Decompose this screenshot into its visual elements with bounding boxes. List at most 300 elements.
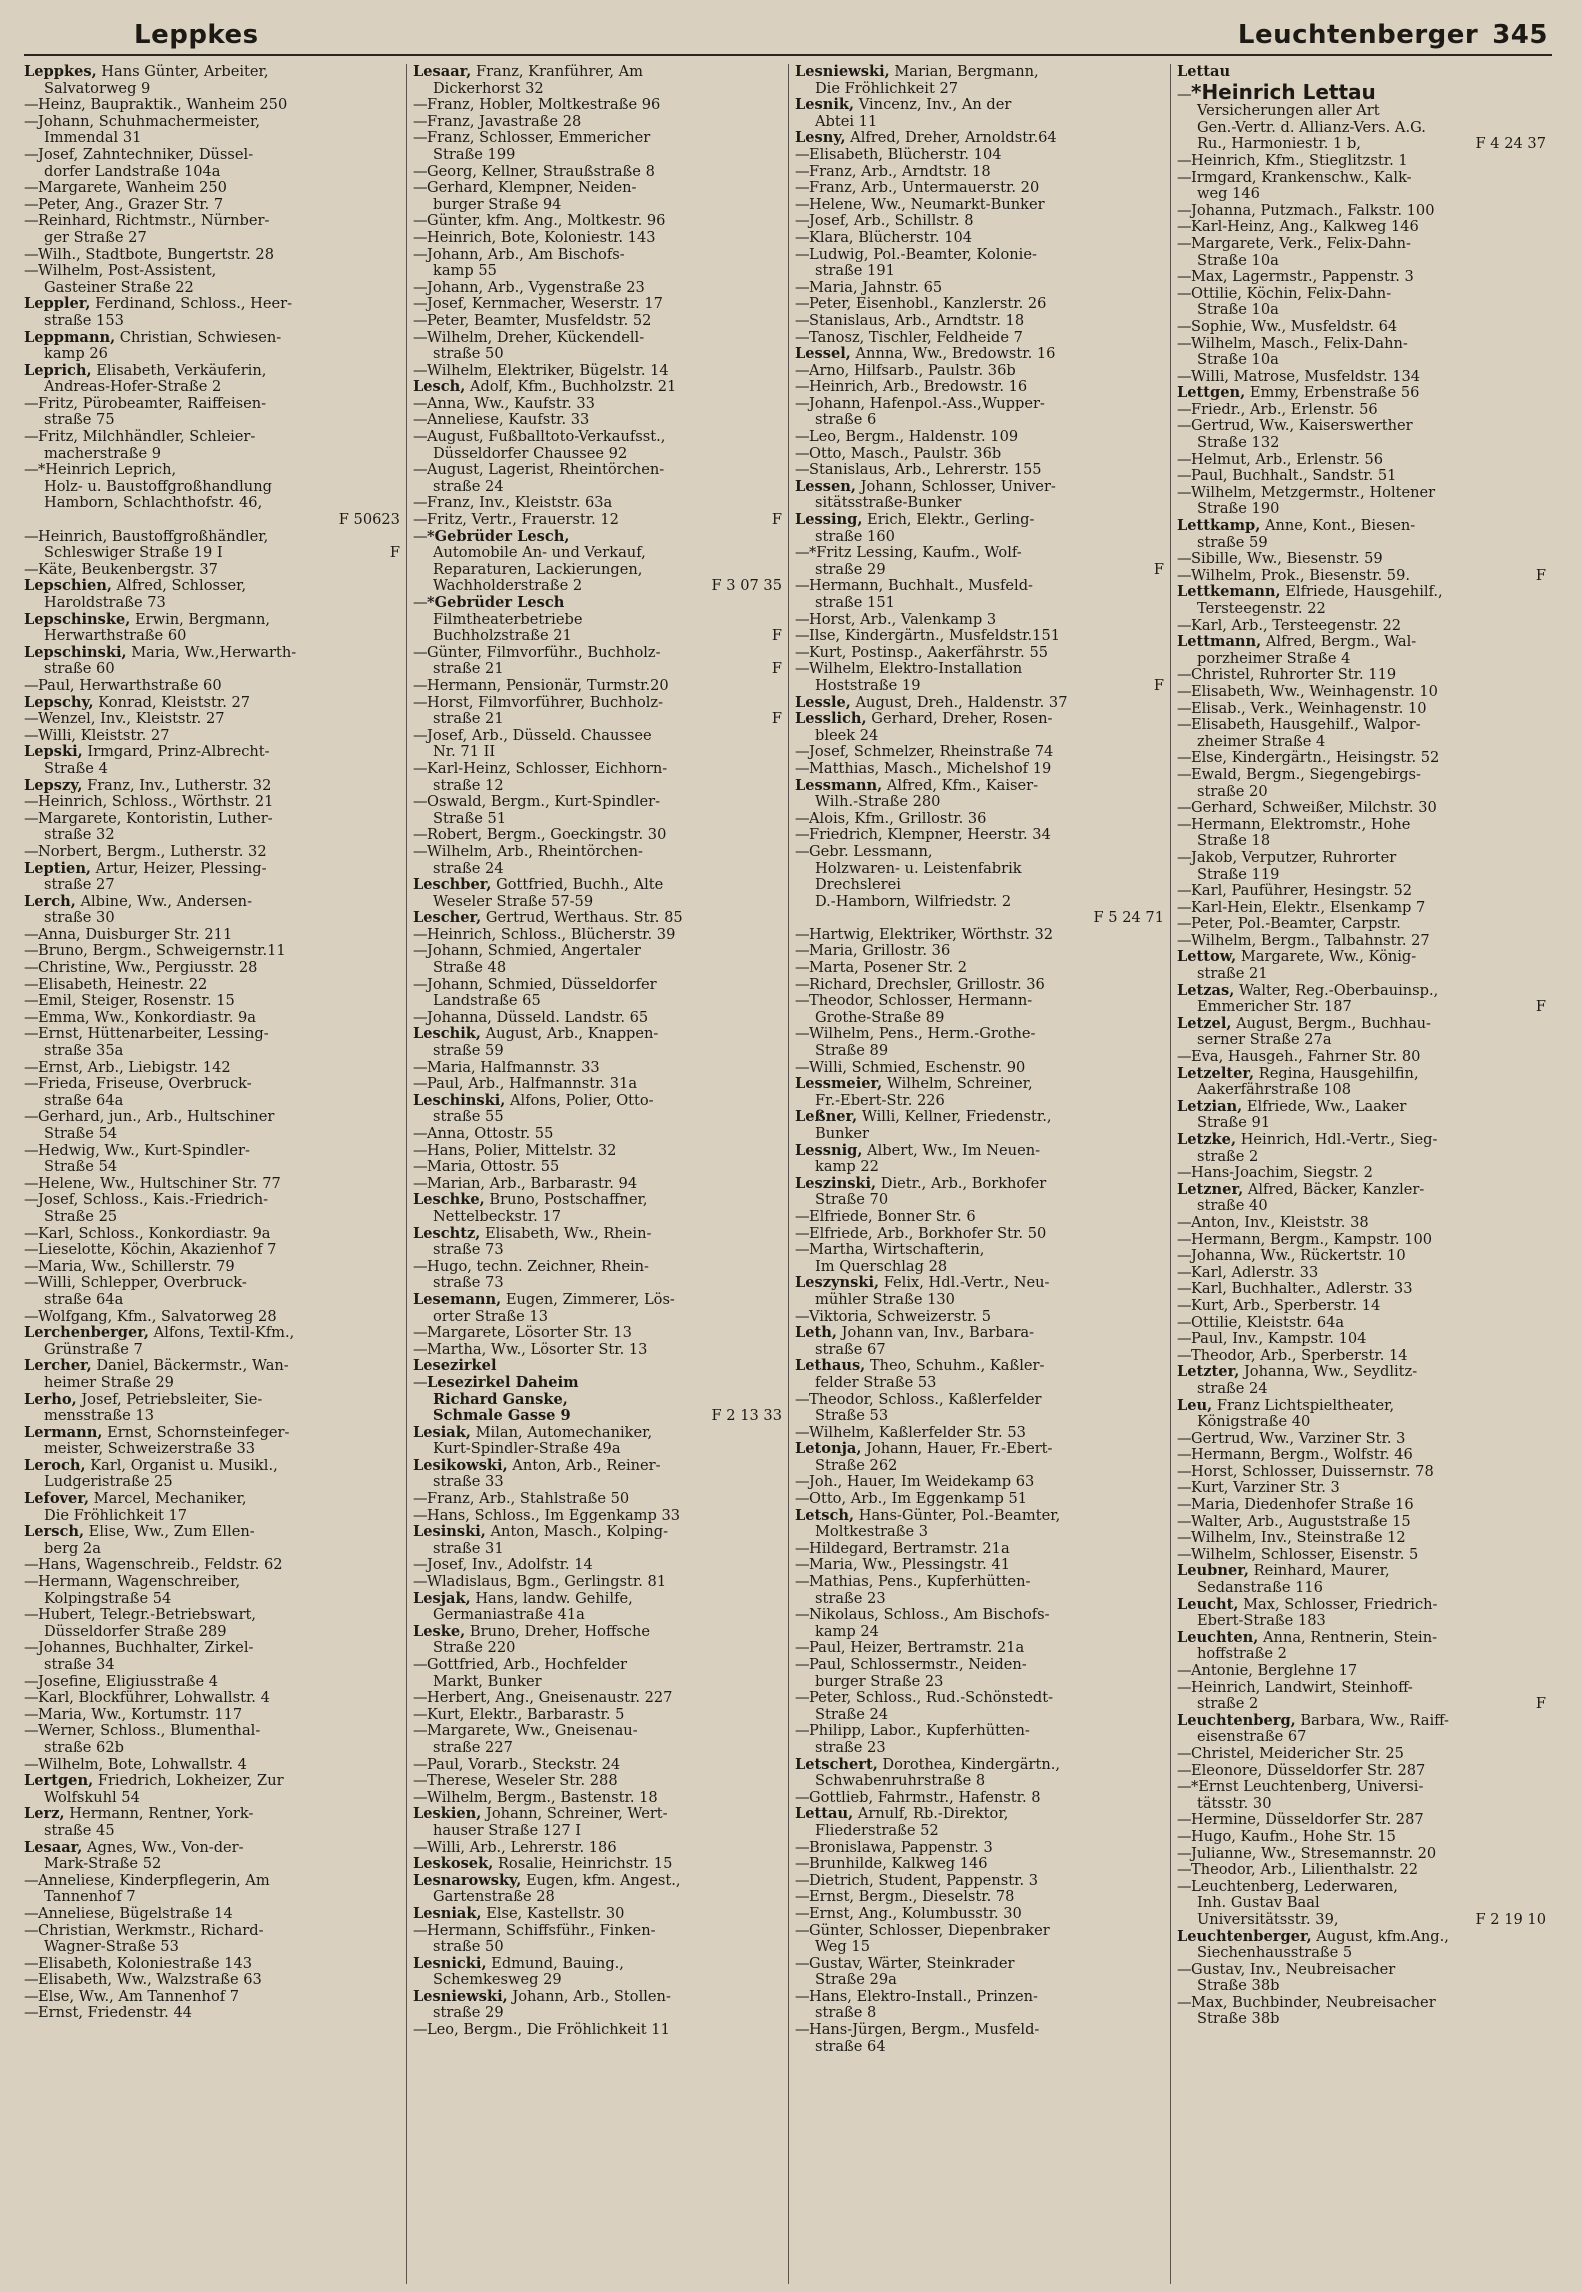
- entry-text: [815, 877, 901, 894]
- entry-detail: Ottilie, Köchin, Felix-Dahn-: [1190, 284, 1392, 302]
- entry-detail: straße 62b: [44, 1738, 124, 1756]
- entry-surname-line: [413, 1873, 782, 1890]
- entry-surname-line: [1177, 983, 1546, 1000]
- entry-text: [433, 811, 506, 828]
- entry-detail: Anneliese, Kaufstr. 33: [426, 411, 590, 429]
- entry-detail: Paul, Schlossermstr., Neiden-: [808, 1656, 1027, 1673]
- entry-text: [815, 263, 895, 280]
- repeat-dash: —: [794, 461, 810, 479]
- entry-text: [795, 1956, 1015, 1973]
- entry-text: [1177, 452, 1383, 469]
- surname: Leschik,: [412, 1025, 481, 1043]
- entry-detail: Fritz, Pürobeamter, Raiffeisen-: [38, 394, 267, 412]
- entry-detail: Reinhard, Richtmstr., Nürnber-: [38, 212, 270, 230]
- entry-detail: mühler Straße 130: [814, 1290, 955, 1308]
- entry-sub-line: [795, 446, 1164, 463]
- entry-sub-line: [1177, 1547, 1546, 1564]
- entry-detail: Anneliese, Bügelstraße 14: [38, 1904, 233, 1922]
- entry-detail: Wilhelm, Elektriker, Bügelstr. 14: [426, 361, 669, 379]
- repeat-dash: —: [1176, 799, 1192, 817]
- entry-text: [1177, 64, 1230, 81]
- surname: Leskien,: [412, 1805, 482, 1823]
- entry-surname-line: [24, 1392, 400, 1409]
- surname: Leptien,: [24, 859, 92, 877]
- entry-text: [433, 1474, 504, 1491]
- entry-text: [24, 678, 222, 695]
- phone-number: F 2 13 33: [711, 1407, 782, 1425]
- repeat-dash: —: [794, 195, 810, 213]
- entry-continuation: [24, 827, 400, 844]
- entry-continuation: [413, 1474, 782, 1491]
- entry-surname-line: [24, 645, 400, 662]
- entry-continuation: [413, 1823, 782, 1840]
- repeat-dash: —: [24, 1954, 39, 1972]
- entry-surname-line: [795, 1325, 1164, 1342]
- repeat-dash: —: [794, 577, 810, 595]
- repeat-dash: —: [1176, 1678, 1192, 1696]
- entry-sub-line: [413, 213, 782, 230]
- entry-text: [413, 1292, 675, 1309]
- entry-continuation: [24, 1159, 400, 1176]
- entry-text: [44, 446, 161, 463]
- repeat-dash: —: [412, 676, 428, 694]
- entry-sub-line: [24, 197, 400, 214]
- entry-text: [44, 1209, 117, 1226]
- phone-number: F 2 19 10: [1475, 1910, 1546, 1928]
- entry-text: [433, 1972, 562, 1989]
- entry-surname-line: [413, 1524, 782, 1541]
- repeat-dash: —: [794, 361, 810, 379]
- entry-detail: Hermann, Schiffsführ., Finken-: [426, 1921, 656, 1939]
- entry-text: [795, 1309, 991, 1326]
- entry-sub-line: [1177, 667, 1546, 684]
- entry-text: [815, 1010, 944, 1027]
- entry-surname-line: [413, 1989, 782, 2006]
- entry-detail: Milan, Automechaniker,: [475, 1423, 653, 1441]
- entry-continuation: [1177, 2011, 1546, 2028]
- entry-sub-line: [24, 1607, 400, 1624]
- entry-text: [795, 1474, 1034, 1491]
- entry-text: [795, 1723, 1030, 1740]
- entry-detail: Hoststraße 19: [814, 676, 921, 694]
- surname: Leszynski,: [794, 1274, 880, 1292]
- entry-continuation: [413, 1309, 782, 1326]
- entry-surname-line: [24, 363, 400, 380]
- entry-text: [413, 1557, 593, 1574]
- repeat-dash: —: [1176, 1877, 1192, 1895]
- repeat-dash: —: [1176, 1313, 1192, 1331]
- repeat-dash: —: [24, 461, 39, 479]
- entry-surname-line: [413, 1026, 782, 1043]
- repeat-dash: —: [24, 1191, 39, 1209]
- entry-text: [1177, 618, 1401, 635]
- entry-sub-line: [795, 296, 1164, 313]
- repeat-dash: —: [1176, 218, 1192, 236]
- entry-detail: Schleswiger Straße 19 I: [44, 544, 223, 562]
- entry-text: [1177, 1480, 1340, 1497]
- entry-text: [1177, 1182, 1424, 1199]
- entry-continuation: [24, 495, 400, 512]
- entry-detail: Sibille, Ww., Biesenstr. 59: [1190, 550, 1383, 568]
- repeat-dash: —: [24, 2004, 39, 2022]
- repeat-dash: —: [412, 842, 428, 860]
- repeat-dash: —: [412, 527, 428, 545]
- entry-sub-line: [1177, 883, 1546, 900]
- repeat-dash: —: [794, 1423, 810, 1441]
- entry-text: [24, 1226, 270, 1243]
- entry-text: [44, 412, 115, 429]
- repeat-dash: —: [1176, 749, 1192, 767]
- entry-sub-line: [24, 927, 400, 944]
- entry-text: [24, 1392, 262, 1409]
- entry-text: [1177, 1829, 1396, 1846]
- repeat-dash: —: [24, 1921, 39, 1939]
- entry-text: [24, 1757, 247, 1774]
- entry-text: [24, 1690, 270, 1707]
- entry-surname-line: [24, 778, 400, 795]
- entry-detail: Filmtheaterbetriebe: [432, 610, 583, 628]
- entry-text: [795, 1757, 1060, 1774]
- surname: Leszinski,: [794, 1174, 877, 1192]
- entry-detail: straße 60: [44, 660, 115, 678]
- header-last-name: Leuchtenberger: [1237, 20, 1479, 50]
- repeat-dash: —: [1176, 1844, 1192, 1862]
- repeat-dash: —: [412, 1174, 428, 1192]
- entry-continuation: [413, 1392, 782, 1409]
- entry-detail: Straße 38b: [1196, 1977, 1280, 1995]
- entry-sub-line: [413, 927, 782, 944]
- entry-text: [815, 1707, 888, 1724]
- entry-text: [433, 1939, 504, 1956]
- entry-text: [1197, 1895, 1320, 1912]
- entry-text: [24, 1524, 255, 1541]
- entry-detail: Max, Buchbinder, Neubreisacher: [1190, 1993, 1436, 2011]
- entry-detail: Düsseldorfer Chaussee 92: [432, 444, 628, 462]
- entry-detail: Königstraße 40: [1196, 1413, 1311, 1431]
- entry-surname-line: [1177, 385, 1546, 402]
- entry-text: [413, 1325, 632, 1342]
- entry-text: [1197, 867, 1279, 884]
- entry-surname-line: [413, 1856, 782, 1873]
- entry-continuation: [24, 512, 400, 529]
- entry-continuation: [795, 1458, 1164, 1475]
- entry-text: [795, 1358, 1044, 1375]
- entry-sub-line: [413, 495, 782, 512]
- repeat-dash: —: [1176, 450, 1192, 468]
- entry-continuation: [795, 595, 1164, 612]
- entry-sub-line: [413, 462, 782, 479]
- entry-sub-line: [795, 197, 1164, 214]
- surname: Lessmann,: [794, 776, 883, 794]
- entry-detail: Heinrich, Arb., Bredowstr. 16: [808, 378, 1028, 396]
- entry-sub-line: [413, 1143, 782, 1160]
- entry-text: [44, 1889, 136, 1906]
- entry-continuation: [24, 479, 400, 496]
- entry-continuation: [24, 1939, 400, 1956]
- entry-detail: Else, Ww., Am Tannenhof 7: [38, 1987, 240, 2005]
- entry-sub-line: [24, 1242, 400, 1259]
- entry-detail: Anton, Arb., Reiner-: [512, 1456, 661, 1474]
- entry-continuation: [24, 1043, 400, 1060]
- entry-detail: Haroldstraße 73: [44, 594, 166, 611]
- entry-text: [413, 1624, 650, 1641]
- surname: Lerz,: [24, 1805, 65, 1823]
- entry-surname-line: [24, 1491, 400, 1508]
- entry-text: [413, 114, 581, 131]
- repeat-dash: —: [1176, 1280, 1192, 1298]
- repeat-dash: —: [24, 1689, 39, 1707]
- entry-detail: Hans-Joachim, Siegstr. 2: [1190, 1164, 1373, 1182]
- entry-text: [24, 993, 235, 1010]
- surname: Lesaar,: [412, 64, 472, 80]
- entry-continuation: [1177, 186, 1546, 203]
- entry-text: [1177, 983, 1438, 1000]
- entry-detail: Im Querschlag 28: [814, 1257, 948, 1275]
- entry-surname-line: [795, 1143, 1164, 1160]
- entry-sub-line: [413, 1657, 782, 1674]
- entry-detail: hoffstraße 2: [1196, 1645, 1287, 1663]
- entry-text: [24, 728, 170, 745]
- entry-continuation: [795, 894, 1164, 911]
- entry-detail: Albert, Ww., Im Neuen-: [867, 1141, 1041, 1159]
- entry-text: [795, 180, 1039, 197]
- entry-detail: Johann, Hafenpol.-Ass.,Wupper-: [808, 394, 1045, 412]
- entry-continuation: [24, 1591, 400, 1608]
- entry-text: [1177, 1066, 1419, 1083]
- repeat-dash: —: [1176, 765, 1192, 783]
- repeat-dash: —: [412, 1556, 428, 1574]
- entry-detail: Christian, Schwiesen-: [119, 328, 282, 346]
- entry-detail: Eleonore, Düsseldorfer Str. 287: [1190, 1761, 1426, 1779]
- entry-text: [815, 2005, 876, 2022]
- entry-text: [795, 1657, 1027, 1674]
- entry-text: [44, 1508, 187, 1525]
- entry-text: [24, 1192, 268, 1209]
- entry-sub-line: [413, 728, 782, 745]
- entry-detail: Wilhelm, Dreher, Kückendell-: [426, 328, 645, 346]
- entry-text: [1177, 1995, 1436, 2012]
- entry-continuation: [413, 628, 782, 645]
- phone-number: F: [1153, 676, 1164, 694]
- repeat-dash: —: [412, 1921, 428, 1939]
- entry-sub-line: [795, 1723, 1164, 1740]
- repeat-dash: —: [412, 643, 428, 661]
- entry-sub-line: [413, 114, 782, 131]
- repeat-dash: —: [794, 610, 810, 628]
- entry-text: [1197, 302, 1279, 319]
- repeat-dash: —: [24, 1241, 39, 1259]
- entry-detail: kamp 24: [814, 1622, 879, 1640]
- surname: Leschtz,: [412, 1224, 481, 1242]
- repeat-dash: —: [412, 1755, 428, 1773]
- entry-continuation: [24, 1508, 400, 1525]
- surname: Leucht,: [1176, 1595, 1239, 1613]
- entry-detail: Gertrud, Werthaus. Str. 85: [485, 909, 683, 927]
- surname: Lettmann,: [1176, 633, 1262, 651]
- entry-text: [433, 1109, 504, 1126]
- entry-text: [795, 164, 991, 181]
- entry-continuation: [795, 1773, 1164, 1790]
- entry-sub-line: [413, 313, 782, 330]
- entry-text: [795, 844, 933, 861]
- entry-detail: Max, Lagermstr., Pappenstr. 3: [1190, 268, 1414, 286]
- entry-text: [815, 1043, 888, 1060]
- entry-detail: Gertrud, Ww., Varziner Str. 3: [1190, 1429, 1406, 1447]
- entry-surname-line: [413, 877, 782, 894]
- entry-continuation: [795, 529, 1164, 546]
- repeat-dash: —: [412, 726, 428, 744]
- entry-detail: Straße 53: [814, 1407, 889, 1425]
- entry-text: [795, 379, 1027, 396]
- entry-continuation: [795, 1823, 1164, 1840]
- repeat-dash: —: [794, 328, 810, 346]
- entry-sub-line: [1177, 269, 1546, 286]
- entry-detail: Andreas-Hofer-Straße 2: [44, 378, 222, 396]
- repeat-dash: —: [412, 2021, 428, 2039]
- entry-text: [24, 1491, 246, 1508]
- entry-text: [1197, 1198, 1268, 1215]
- entry-detail: straße 20: [1196, 782, 1268, 800]
- entry-text: [433, 628, 572, 645]
- repeat-dash: —: [1176, 1462, 1192, 1480]
- repeat-dash: —: [24, 1058, 39, 1076]
- repeat-dash: —: [24, 1008, 39, 1026]
- entry-continuation: [795, 1126, 1164, 1143]
- entry-sub-line: [24, 1143, 400, 1160]
- repeat-dash: —: [412, 793, 428, 811]
- entry-detail: Margarete, Wanheim 250: [38, 179, 227, 197]
- surname: Lescher,: [412, 909, 482, 927]
- entry-sub-line: [24, 1956, 400, 1973]
- entry-detail: Friedrich, Klempner, Heerstr. 34: [808, 826, 1051, 844]
- entry-text: [795, 993, 1032, 1010]
- repeat-dash: —: [412, 179, 428, 197]
- entry-detail: Johanna, Putzmach., Falkstr. 100: [1190, 201, 1435, 219]
- entry-text: [1177, 1315, 1344, 1332]
- repeat-dash: —: [412, 1656, 428, 1673]
- entry-detail: Paul, Heizer, Bertramstr. 21a: [808, 1639, 1025, 1657]
- entry-sub-line: [24, 1873, 400, 1890]
- entry-text: [433, 1640, 515, 1657]
- entry-detail: Margarete, Ww., König-: [1240, 948, 1417, 966]
- repeat-dash: —: [24, 179, 39, 197]
- surname: Leubner,: [1176, 1562, 1249, 1580]
- surname: Lesnik,: [794, 96, 855, 114]
- repeat-dash: —: [24, 394, 39, 412]
- entry-detail: Reparaturen, Lackierungen,: [432, 560, 643, 578]
- entry-sub-line: [413, 1923, 782, 1940]
- entry-surname-line: [24, 578, 400, 595]
- entry-detail: Mark-Straße 52: [44, 1855, 162, 1873]
- repeat-dash: —: [1176, 268, 1192, 286]
- entry-detail: Josef, Zahntechniker, Düssel-: [38, 145, 254, 163]
- entry-text: [413, 247, 625, 264]
- entry-sub-line: [795, 1840, 1164, 1857]
- entry-continuation: [795, 81, 1164, 98]
- entry-text: [433, 81, 544, 98]
- entry-detail: Günter, kfm. Ang., Moltkestr. 96: [426, 212, 666, 230]
- entry-text: [44, 1375, 174, 1392]
- entry-detail: Sophie, Ww., Musfeldstr. 64: [1190, 317, 1398, 335]
- entry-sub-line: [795, 827, 1164, 844]
- entry-detail: Julianne, Ww., Stresemannstr. 20: [1190, 1844, 1437, 1862]
- entry-continuation: [795, 728, 1164, 745]
- entry-sub-line: [24, 1557, 400, 1574]
- phone-number: F: [771, 660, 782, 678]
- entry-detail: Elfriede, Arb., Borkhofer Str. 50: [808, 1224, 1047, 1242]
- entry-detail: Maria, Ww., Kortumstr. 117: [38, 1705, 243, 1723]
- entry-detail: Hans Günter, Arbeiter,: [101, 64, 269, 80]
- entry-text: [24, 1923, 264, 1940]
- entry-sub-line: [795, 313, 1164, 330]
- entry-sub-line: [795, 761, 1164, 778]
- entry-detail: straße 35a: [44, 1042, 124, 1060]
- entry-sub-line: [24, 1010, 400, 1027]
- surname: Lepschien,: [24, 577, 112, 595]
- entry-text: [795, 296, 1046, 313]
- entry-detail: Ernst, Bergm., Dieselstr. 78: [808, 1888, 1015, 1906]
- entry-text: [795, 363, 1016, 380]
- entry-detail: Elisabeth, Heinestr. 22: [38, 975, 208, 993]
- entry-detail: Wilhelm, Post-Assistent,: [38, 262, 217, 280]
- entry-text: [795, 1392, 1042, 1409]
- entry-detail: Joh., Hauer, Im Weidekamp 63: [808, 1473, 1035, 1491]
- entry-text: [1177, 1779, 1423, 1796]
- entry-text: [1197, 734, 1325, 751]
- entry-continuation: [1177, 1978, 1546, 1995]
- entry-sub-line: [1177, 402, 1546, 419]
- entry-text: [1177, 1763, 1425, 1780]
- entry-text: [795, 1325, 1034, 1342]
- entry-detail: Theodor, Arb., Lilienthalstr. 22: [1190, 1861, 1419, 1879]
- repeat-dash: —: [1176, 1960, 1192, 1978]
- entry-detail: Hans-Jürgen, Bergm., Musfeld-: [808, 2021, 1040, 2039]
- entry-text: [815, 1972, 897, 1989]
- repeat-dash: —: [412, 1158, 428, 1176]
- repeat-dash: —: [1176, 467, 1192, 485]
- entry-sub-line: [1177, 468, 1546, 485]
- entry-sub-line: [413, 1757, 782, 1774]
- entry-detail: Versicherungen aller Art: [1196, 102, 1380, 120]
- entry-text: [24, 943, 286, 960]
- entry-detail: Johanna, Düsseld. Landstr. 65: [426, 1008, 649, 1026]
- repeat-dash: —: [794, 378, 810, 396]
- entry-sub-line: [1177, 319, 1546, 336]
- entry-detail: straße 50: [432, 1938, 504, 1956]
- entry-detail: Straße 38b: [1196, 2010, 1280, 2028]
- entry-text: [795, 247, 1037, 264]
- entry-surname-line: [24, 1840, 400, 1857]
- entry-detail: Herwarthstraße 60: [44, 627, 187, 645]
- repeat-dash: —: [412, 245, 428, 263]
- phone-number: F: [771, 627, 782, 645]
- entry-detail: Robert, Bergm., Goeckingstr. 30: [426, 826, 667, 844]
- entry-text: [795, 1425, 1026, 1442]
- entry-sub-line: [413, 1840, 782, 1857]
- phone-number: F: [389, 544, 400, 562]
- repeat-dash: —: [794, 1788, 810, 1806]
- repeat-dash: —: [794, 1954, 810, 1972]
- entry-continuation: [795, 114, 1164, 131]
- surname: Leuchten,: [1176, 1628, 1259, 1646]
- entry-detail: Grothe-Straße 89: [814, 1008, 945, 1026]
- entry-detail: Maria, Grillostr. 36: [808, 942, 951, 960]
- entry-text: [413, 1508, 680, 1525]
- entry-detail: Hermann, Bergm., Wolfstr. 46: [1190, 1446, 1413, 1464]
- entry-detail: Helene, Ww., Neumarkt-Bunker: [808, 195, 1045, 213]
- entry-sub-line: [1177, 1165, 1546, 1182]
- surname: Letzke,: [1176, 1131, 1237, 1148]
